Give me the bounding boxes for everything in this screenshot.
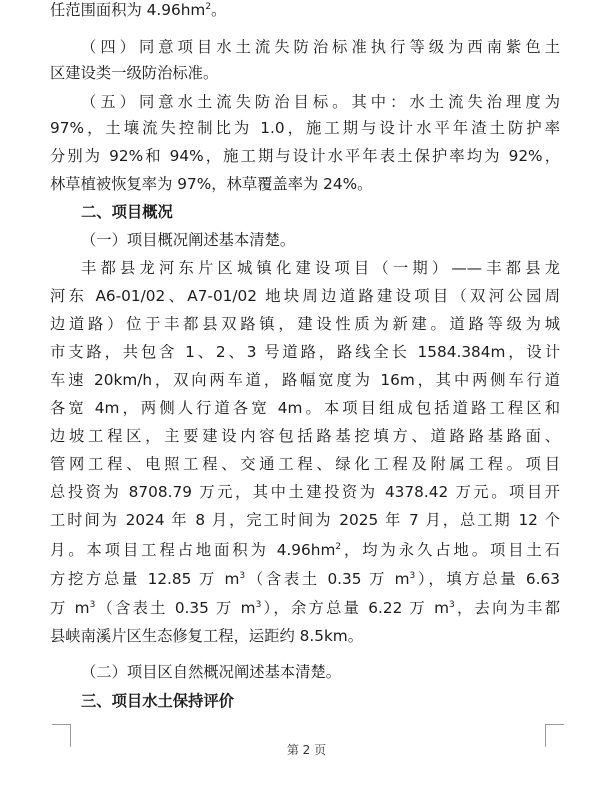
subsection-heading: （一）项目概况阐述基本清楚。 (81, 231, 296, 249)
section-heading: 三、项目水土保持评价 (81, 692, 234, 710)
text-line: 分别为 92%和 94%，施工期与设计水平年表土保护率均为 92%， (50, 147, 560, 165)
page-number: 第 2 页 (286, 743, 327, 757)
text-line: 管网工程、电照工程、交通工程、绿化工程及附属工程。项目 (50, 455, 560, 473)
text-line: 万 $m^3$（含表土 0.35 万 $m^3$），余方总量 6.22 万 $m^3$，去向为丰都 (50, 599, 560, 617)
text-line: （四）同意项目水土流失防治标准执行等级为西南紫色土 (81, 38, 560, 56)
text-line: 97%，土壤流失控制比为 1.0，施工期与设计水平年渣土防护率 (50, 119, 560, 137)
text-line: 任范围面积为 $4.96hm^2$。 (50, 1, 227, 19)
text-line: 林草植被恢复率为 97%，林草覆盖率为 24%。 (50, 175, 373, 193)
text-line: 边道路）位于丰都县双路镇，建设性质为新建。道路等级为城 (50, 315, 560, 333)
subsection-heading: （二）项目区自然概况阐述基本清楚。 (81, 663, 342, 681)
text-line: 工时间为 2024 年 8 月，完工时间为 2025 年 7 月，总工期 12 个 (50, 511, 560, 529)
section-heading: 二、项目概况 (81, 203, 173, 221)
text-line: 月。本项目工程占地面积为 $4.96hm^2$，均为永久占地。项目土石 (50, 541, 560, 559)
text-line: 河东 A6-01/02、A7-01/02 地块周边道路建设项目（双河公园周 (50, 287, 560, 305)
text-line: 县峡南溪片区生态修复工程，运距约 8.5km。 (50, 627, 363, 645)
text-line: 总投资为 8708.79 万元，其中土建投资为 4378.42 万元。项目开 (50, 483, 560, 501)
text-line: 市支路，共包含 1、2、3 号道路，路线全长 1584.384m，设计 (50, 343, 560, 361)
text-line: （五）同意水土流失防治目标。其中：水土流失治理度为 (81, 93, 560, 111)
text-line: 各宽 4m，两侧人行道各宽 4m。本项目组成包括道路工程区和 (50, 399, 560, 417)
text-line: 丰都县龙河东片区城镇化建设项目（一期）——丰都县龙 (81, 259, 560, 277)
text-line: 区建设类一级防治标准。 (50, 64, 219, 82)
text-line: 边坡工程区，主要建设内容包括路基挖填方、道路路基路面、 (50, 427, 560, 445)
text-line: 方挖方总量 12.85 万 $m^3$（含表土 0.35 万 $m^3$），填方总量 6.63 (50, 570, 560, 588)
text-line: 车速 20km/h，双向两车道，路幅宽度为 16m，其中两侧车行道 (50, 371, 560, 389)
